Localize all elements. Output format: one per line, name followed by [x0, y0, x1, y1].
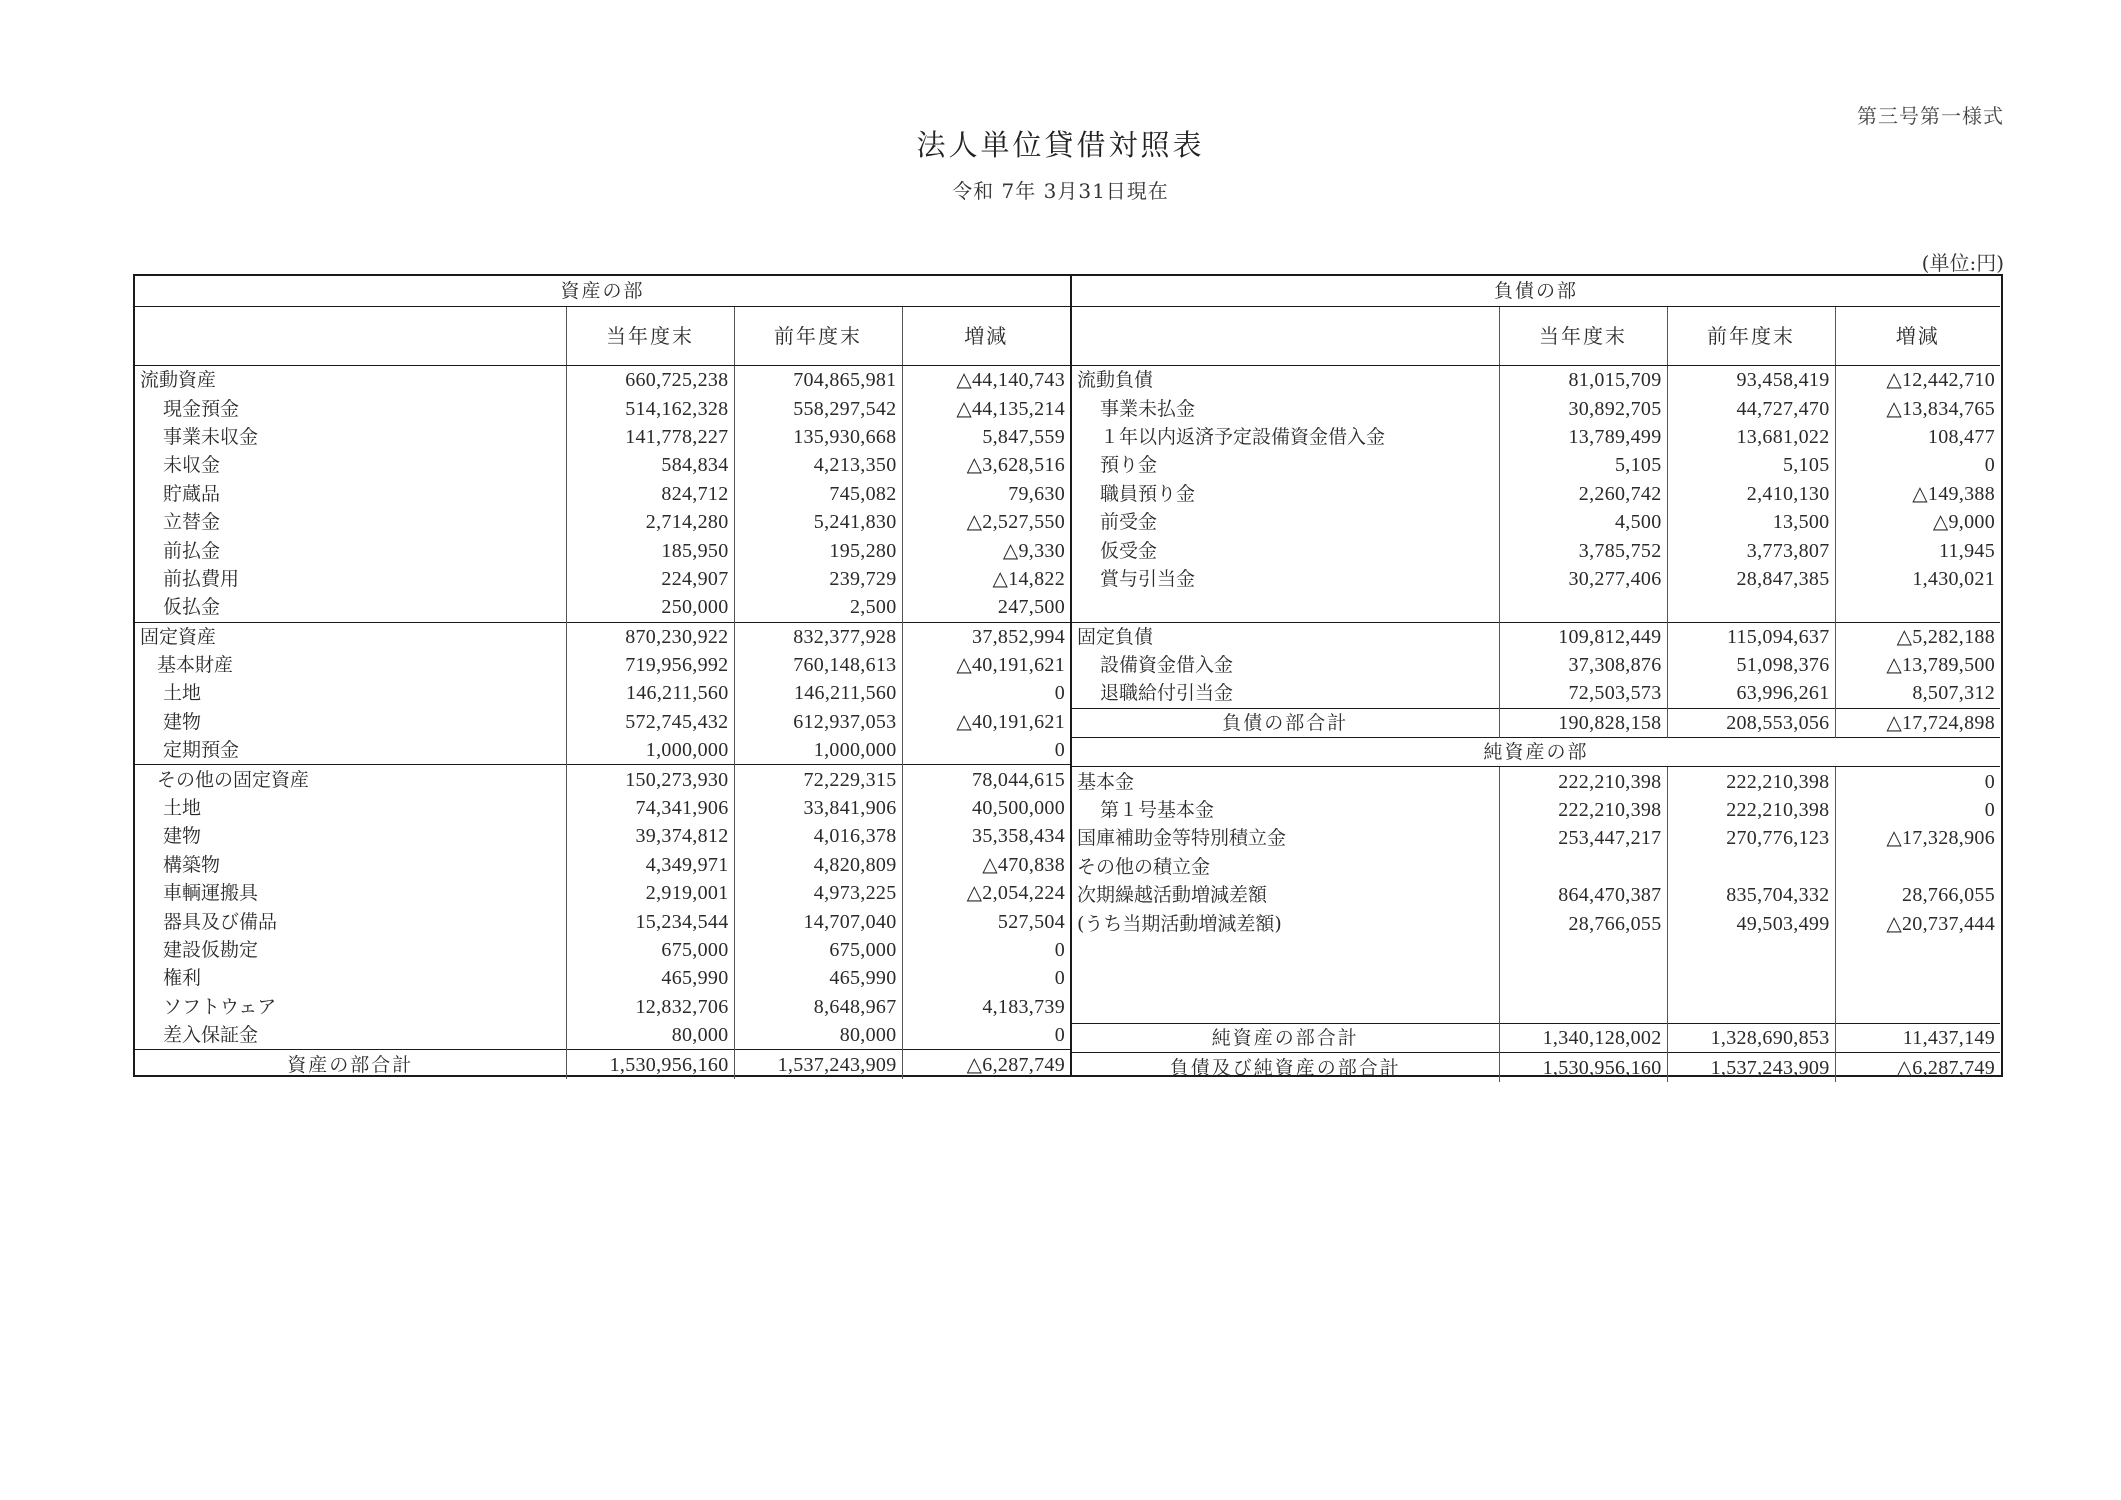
diff-value — [1835, 938, 2000, 966]
diff-value: △9,330 — [902, 536, 1070, 564]
current-value — [1499, 593, 1667, 622]
row-label: 立替金 — [163, 511, 221, 534]
col-diff-header: 増減 — [902, 307, 1070, 366]
row-label: 事業未収金 — [163, 425, 259, 448]
row-label: 建設仮勘定 — [163, 939, 259, 961]
table-row — [135, 480, 1070, 508]
net-assets-total-row — [1072, 1023, 2000, 1052]
table-row — [135, 394, 1070, 422]
current-value: 15,234,544 — [566, 907, 734, 935]
previous-value: 4,213,350 — [734, 451, 902, 479]
row-label: 前受金 — [1100, 511, 1158, 534]
current-value: 190,828,158 — [1499, 708, 1667, 737]
previous-value: 28,847,385 — [1667, 565, 1835, 593]
previous-value: 13,500 — [1667, 508, 1835, 536]
form-number: 第三号第一様式 — [1857, 104, 2004, 128]
current-value: 1,000,000 — [566, 736, 734, 765]
current-value: 5,105 — [1499, 451, 1667, 479]
row-label: 基本金 — [1077, 770, 1135, 793]
diff-value: △20,737,444 — [1835, 909, 2000, 937]
row-label: 土地 — [163, 682, 202, 705]
row-label: 仮受金 — [1100, 539, 1158, 562]
table-row — [1072, 508, 2000, 536]
current-value: 13,789,499 — [1499, 423, 1667, 451]
row-label: 権利 — [163, 967, 202, 990]
previous-value: 135,930,668 — [734, 423, 902, 451]
diff-value: △470,838 — [902, 851, 1070, 879]
current-value: 253,447,217 — [1499, 824, 1667, 852]
previous-value: 44,727,470 — [1667, 394, 1835, 422]
table-row — [1072, 966, 2000, 994]
row-label — [1072, 995, 1499, 1024]
row-label: 資産の部合計 — [135, 1050, 566, 1079]
previous-value: 8,648,967 — [734, 993, 902, 1021]
diff-value: 0 — [902, 736, 1070, 765]
net-assets-heading-label: 純資産の部 — [1072, 738, 2000, 767]
row-label: 構築物 — [163, 853, 221, 876]
previous-value: 4,973,225 — [734, 879, 902, 907]
diff-value: △12,442,710 — [1835, 366, 2000, 395]
diff-value: 78,044,615 — [902, 765, 1070, 794]
diff-value: 527,504 — [902, 907, 1070, 935]
previous-value: 835,704,332 — [1667, 881, 1835, 909]
table-row — [1072, 423, 2000, 451]
diff-value: 79,630 — [902, 480, 1070, 508]
previous-value: 93,458,419 — [1667, 366, 1835, 395]
report-date: 令和 7年 3月31日現在 — [952, 179, 1169, 203]
previous-value: 33,841,906 — [734, 794, 902, 822]
row-label — [1072, 593, 1499, 622]
diff-value: △6,287,749 — [902, 1050, 1070, 1079]
previous-value: 1,537,243,909 — [1667, 1053, 1835, 1082]
current-value: 514,162,328 — [566, 394, 734, 422]
assets-label-header — [135, 307, 566, 366]
diff-value: 0 — [1835, 796, 2000, 824]
diff-value: 108,477 — [1835, 423, 2000, 451]
row-label: 未収金 — [163, 454, 221, 477]
col-diff-header: 増減 — [1835, 307, 2000, 366]
previous-value: 558,297,542 — [734, 394, 902, 422]
previous-value: 675,000 — [734, 936, 902, 964]
table-row — [1072, 909, 2000, 937]
row-label: 貯蔵品 — [163, 482, 221, 505]
row-label — [1072, 966, 1499, 994]
row-label: 車輌運搬具 — [163, 882, 259, 905]
previous-value — [1667, 593, 1835, 622]
table-row — [1072, 565, 2000, 593]
current-value: 1,340,128,002 — [1499, 1023, 1667, 1052]
current-value: 39,374,812 — [566, 822, 734, 850]
row-label: 前払金 — [163, 539, 221, 562]
table-row — [135, 794, 1070, 822]
current-value: 224,907 — [566, 565, 734, 593]
row-label: 建物 — [163, 710, 202, 733]
assets-total-row — [135, 1050, 1070, 1079]
row-label: 負債及び純資産の部合計 — [1072, 1053, 1499, 1082]
row-label: 第１号基本金 — [1100, 799, 1215, 822]
col-current-header: 当年度末 — [566, 307, 734, 366]
row-label: 純資産の部合計 — [1072, 1023, 1499, 1052]
current-value: 72,503,573 — [1499, 679, 1667, 708]
row-label: 次期繰越活動増減差額 — [1077, 884, 1268, 907]
row-label: 事業未払金 — [1100, 397, 1196, 420]
table-row — [135, 1021, 1070, 1050]
table-row — [1072, 679, 2000, 708]
diff-value: △3,628,516 — [902, 451, 1070, 479]
liabilities-heading: 負債の部 — [1072, 276, 2000, 307]
liabilities-section — [1070, 276, 2000, 1079]
current-value: 109,812,449 — [1499, 622, 1667, 651]
current-value: 250,000 — [566, 593, 734, 622]
current-value: 150,273,930 — [566, 765, 734, 794]
table-row — [135, 851, 1070, 879]
current-value: 824,712 — [566, 480, 734, 508]
diff-value: △2,054,224 — [902, 879, 1070, 907]
row-label: 流動負債 — [1077, 369, 1154, 392]
row-label: その他の固定資産 — [135, 765, 566, 794]
row-label: 流動資産 — [140, 369, 217, 392]
table-row — [1072, 622, 2000, 651]
current-value: 185,950 — [566, 536, 734, 564]
previous-value: 49,503,499 — [1667, 909, 1835, 937]
page-title: 法人単位貸借対照表 — [916, 128, 1205, 162]
current-value: 1,530,956,160 — [1499, 1053, 1667, 1082]
previous-value: 51,098,376 — [1667, 651, 1835, 679]
current-value: 28,766,055 — [1499, 909, 1667, 937]
diff-value — [1835, 853, 2000, 881]
col-previous-header: 前年度末 — [734, 307, 902, 366]
unit-label: (単位:円) — [1921, 251, 2004, 275]
previous-value: 465,990 — [734, 964, 902, 992]
table-row — [135, 651, 1070, 679]
previous-value: 832,377,928 — [734, 622, 902, 651]
liabilities-label-header — [1072, 307, 1499, 366]
diff-value: 4,183,739 — [902, 993, 1070, 1021]
current-value: 81,015,709 — [1499, 366, 1667, 395]
current-value: 2,260,742 — [1499, 480, 1667, 508]
diff-value: △40,191,621 — [902, 708, 1070, 736]
previous-value: 4,016,378 — [734, 822, 902, 850]
diff-value: 35,358,434 — [902, 822, 1070, 850]
row-label: 国庫補助金等特別積立金 — [1077, 827, 1287, 850]
row-label: 器具及び備品 — [163, 910, 278, 933]
table-row — [1072, 824, 2000, 852]
current-value: 1,530,956,160 — [566, 1050, 734, 1079]
diff-value: △6,287,749 — [1835, 1053, 2000, 1082]
diff-value: 0 — [902, 679, 1070, 707]
current-value — [1499, 966, 1667, 994]
table-row — [135, 423, 1070, 451]
current-value: 465,990 — [566, 964, 734, 992]
current-value: 864,470,387 — [1499, 881, 1667, 909]
table-row — [135, 736, 1070, 765]
previous-value: 72,229,315 — [734, 765, 902, 794]
diff-value: △2,527,550 — [902, 508, 1070, 536]
diff-value: △17,724,898 — [1835, 708, 2000, 737]
table-row — [1072, 881, 2000, 909]
current-value: 37,308,876 — [1499, 651, 1667, 679]
row-label: 差入保証金 — [163, 1024, 259, 1047]
row-label: 職員預り金 — [1100, 482, 1196, 505]
previous-value: 195,280 — [734, 536, 902, 564]
previous-value: 1,328,690,853 — [1667, 1023, 1835, 1052]
diff-value: 0 — [1835, 451, 2000, 479]
col-previous-header: 前年度末 — [1667, 307, 1835, 366]
row-label: 負債の部合計 — [1072, 708, 1499, 737]
current-value — [1499, 938, 1667, 966]
diff-value: △9,000 — [1835, 508, 2000, 536]
previous-value: 760,148,613 — [734, 651, 902, 679]
col-current-header: 当年度末 — [1499, 307, 1667, 366]
current-value: 584,834 — [566, 451, 734, 479]
previous-value: 2,410,130 — [1667, 480, 1835, 508]
current-value: 80,000 — [566, 1021, 734, 1050]
assets-section — [135, 276, 1070, 1075]
current-value: 146,211,560 — [566, 679, 734, 707]
diff-value: 28,766,055 — [1835, 881, 2000, 909]
row-label: 仮払金 — [163, 596, 221, 619]
diff-value: 1,430,021 — [1835, 565, 2000, 593]
table-row — [135, 822, 1070, 850]
table-row — [135, 622, 1070, 651]
balance-sheet — [133, 274, 2003, 1077]
diff-value — [1835, 593, 2000, 622]
diff-value: 0 — [902, 1021, 1070, 1050]
diff-value: △13,834,765 — [1835, 394, 2000, 422]
current-value: 30,277,406 — [1499, 565, 1667, 593]
diff-value: 0 — [1835, 767, 2000, 796]
table-row — [135, 993, 1070, 1021]
table-row — [135, 964, 1070, 992]
diff-value: 247,500 — [902, 593, 1070, 622]
previous-value: 1,000,000 — [734, 736, 902, 765]
diff-value: △149,388 — [1835, 480, 2000, 508]
current-value: 572,745,432 — [566, 708, 734, 736]
table-row — [135, 765, 1070, 794]
previous-value: 5,241,830 — [734, 508, 902, 536]
grand-total-row — [1072, 1053, 2000, 1082]
diff-value: 0 — [902, 936, 1070, 964]
table-row — [135, 508, 1070, 536]
row-label: (うち当期活動増減差額) — [1077, 912, 1282, 935]
previous-value: 270,776,123 — [1667, 824, 1835, 852]
previous-value — [1667, 938, 1835, 966]
previous-value: 2,500 — [734, 593, 902, 622]
assets-heading: 資産の部 — [135, 276, 1070, 307]
liabilities-total-row — [1072, 708, 2000, 737]
current-value: 675,000 — [566, 936, 734, 964]
table-row — [135, 451, 1070, 479]
table-row — [135, 879, 1070, 907]
row-label: 前払費用 — [163, 567, 240, 590]
previous-value — [1667, 853, 1835, 881]
diff-value: △13,789,500 — [1835, 651, 2000, 679]
row-label: １年以内返済予定設備資金借入金 — [1100, 425, 1386, 448]
table-row — [1072, 767, 2000, 796]
table-row — [135, 565, 1070, 593]
row-label: 固定負債 — [1072, 622, 1499, 651]
row-label: 固定資産 — [135, 622, 566, 651]
diff-value: △44,140,743 — [902, 366, 1070, 395]
table-row — [1072, 938, 2000, 966]
current-value: 222,210,398 — [1499, 767, 1667, 796]
table-row — [135, 366, 1070, 395]
assets-table — [135, 276, 1070, 1079]
table-row — [1072, 853, 2000, 881]
current-value: 719,956,992 — [566, 651, 734, 679]
row-label: ソフトウェア — [163, 995, 277, 1018]
liabilities-table — [1072, 276, 2000, 1082]
current-value: 74,341,906 — [566, 794, 734, 822]
current-value — [1499, 995, 1667, 1024]
previous-value — [1667, 966, 1835, 994]
previous-value: 239,729 — [734, 565, 902, 593]
current-value: 3,785,752 — [1499, 536, 1667, 564]
diff-value: 0 — [902, 964, 1070, 992]
diff-value: △40,191,621 — [902, 651, 1070, 679]
row-label: その他の積立金 — [1077, 855, 1211, 878]
diff-value: △14,822 — [902, 565, 1070, 593]
table-row — [135, 907, 1070, 935]
previous-value: 3,773,807 — [1667, 536, 1835, 564]
previous-value: 63,996,261 — [1667, 679, 1835, 708]
diff-value: 11,945 — [1835, 536, 2000, 564]
table-row — [135, 708, 1070, 736]
row-label — [1072, 938, 1499, 966]
diff-value: 11,437,149 — [1835, 1023, 2000, 1052]
diff-value: 8,507,312 — [1835, 679, 2000, 708]
row-label: 預り金 — [1100, 454, 1158, 477]
row-label: 退職給付引当金 — [1100, 682, 1234, 705]
previous-value: 13,681,022 — [1667, 423, 1835, 451]
current-value: 4,349,971 — [566, 851, 734, 879]
table-row — [1072, 451, 2000, 479]
table-row — [135, 936, 1070, 964]
previous-value: 115,094,637 — [1667, 622, 1835, 651]
table-row — [1072, 366, 2000, 395]
diff-value — [1835, 966, 2000, 994]
table-row — [135, 679, 1070, 707]
previous-value: 208,553,056 — [1667, 708, 1835, 737]
current-value: 4,500 — [1499, 508, 1667, 536]
previous-value: 14,707,040 — [734, 907, 902, 935]
diff-value: △5,282,188 — [1835, 622, 2000, 651]
table-row — [135, 593, 1070, 622]
previous-value: 80,000 — [734, 1021, 902, 1050]
previous-value: 4,820,809 — [734, 851, 902, 879]
previous-value: 704,865,981 — [734, 366, 902, 395]
row-label: 建物 — [163, 825, 202, 848]
row-label: 現金預金 — [163, 397, 240, 420]
previous-value: 1,537,243,909 — [734, 1050, 902, 1079]
previous-value: 222,210,398 — [1667, 767, 1835, 796]
table-row — [1072, 536, 2000, 564]
current-value: 2,714,280 — [566, 508, 734, 536]
previous-value: 5,105 — [1667, 451, 1835, 479]
row-label: 賞与引当金 — [1100, 567, 1196, 590]
diff-value: 40,500,000 — [902, 794, 1070, 822]
current-value: 12,832,706 — [566, 993, 734, 1021]
previous-value — [1667, 995, 1835, 1024]
table-row — [1072, 394, 2000, 422]
row-label: 基本財産 — [157, 654, 234, 677]
diff-value: 5,847,559 — [902, 423, 1070, 451]
current-value: 660,725,238 — [566, 366, 734, 395]
table-row — [1072, 480, 2000, 508]
diff-value: △17,328,906 — [1835, 824, 2000, 852]
table-row — [1072, 651, 2000, 679]
previous-value: 146,211,560 — [734, 679, 902, 707]
previous-value: 612,937,053 — [734, 708, 902, 736]
previous-value: 222,210,398 — [1667, 796, 1835, 824]
diff-value: △44,135,214 — [902, 394, 1070, 422]
current-value: 870,230,922 — [566, 622, 734, 651]
previous-value: 745,082 — [734, 480, 902, 508]
table-row — [1072, 995, 2000, 1024]
diff-value: 37,852,994 — [902, 622, 1070, 651]
current-value: 2,919,001 — [566, 879, 734, 907]
diff-value — [1835, 995, 2000, 1024]
current-value: 141,778,227 — [566, 423, 734, 451]
current-value: 30,892,705 — [1499, 394, 1667, 422]
row-label: 定期預金 — [163, 739, 240, 762]
table-row — [135, 536, 1070, 564]
table-row — [1072, 593, 2000, 622]
current-value: 222,210,398 — [1499, 796, 1667, 824]
row-label: 土地 — [163, 797, 202, 820]
net-assets-heading — [1072, 738, 2000, 767]
current-value — [1499, 853, 1667, 881]
table-row — [1072, 796, 2000, 824]
row-label: 設備資金借入金 — [1100, 654, 1234, 677]
